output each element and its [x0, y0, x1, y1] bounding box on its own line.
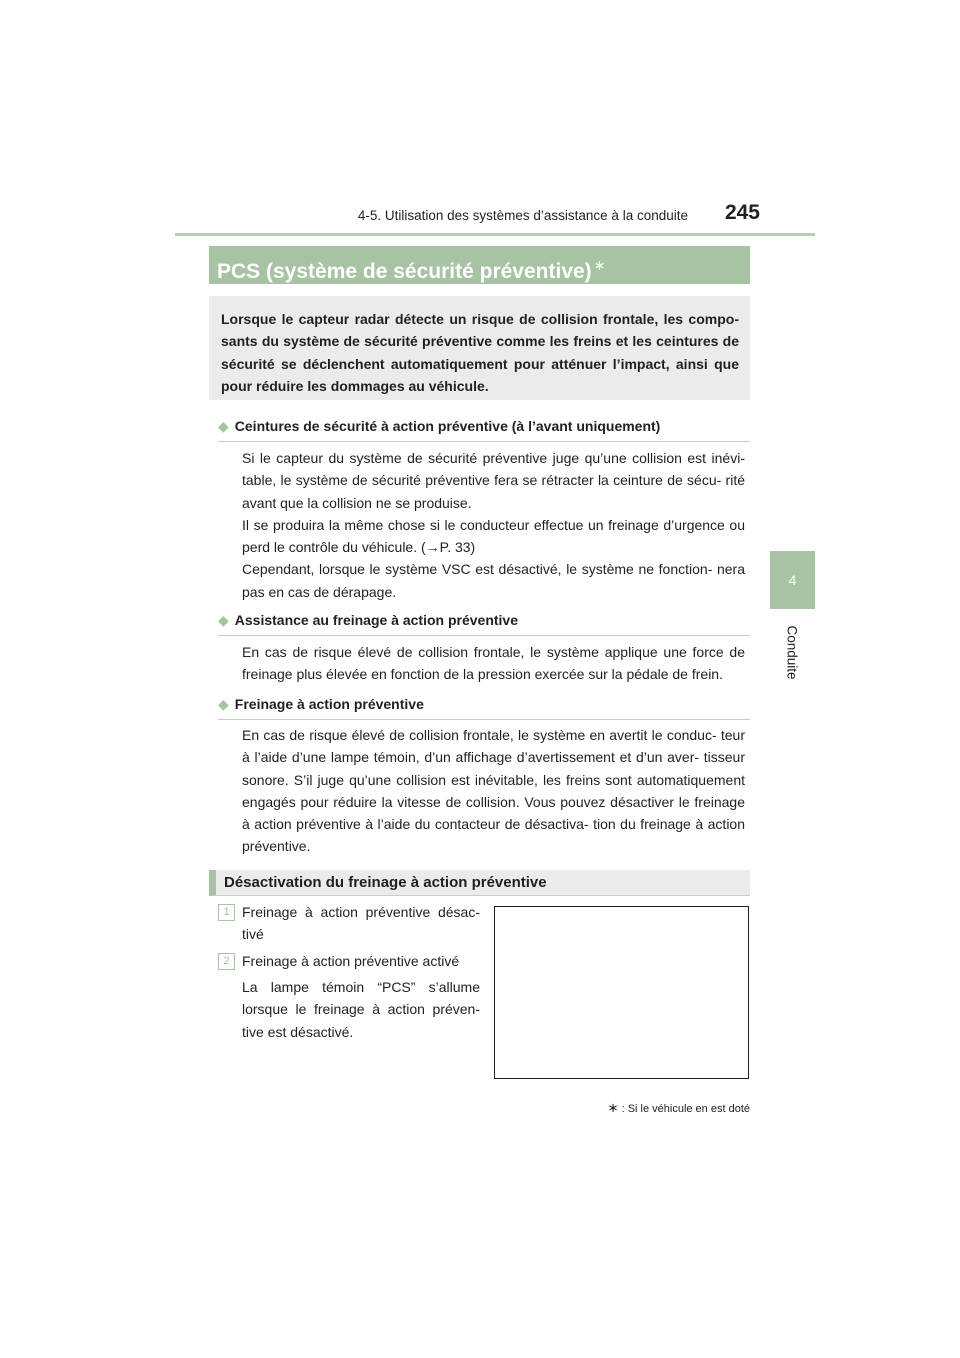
callout-text-1: Freinage à action préventive désac- tivé	[242, 904, 480, 943]
subheading-text: Ceintures de sécurité à action préventive (à l’avant uniquement)	[234, 418, 661, 434]
paragraph: En cas de risque élevé de collision frontale, le système en avertit le conduc- teur à l’aide d’une lampe témoin, d’un affichage d’avertissement et d’un aver- tisseur sonore. S’il juge qu’une collision est inévitable, les freins sont automatiquement engagés pour réduire la vitesse de collision. Vous pouvez désactiver le freinage à action préventive à l’aide du contacteur de désactiva- tion du freinage à action préventive.	[242, 727, 745, 855]
footnote-text: : Si le véhicule en est doté	[621, 1103, 750, 1115]
chapter-tab-label	[770, 612, 815, 692]
subheading-brake-assist	[218, 612, 750, 636]
subheading-pre-collision-braking	[218, 696, 750, 720]
subheading-text: Assistance au freinage à action préventive	[234, 612, 519, 628]
callout-note: La lampe témoin “PCS” s’allume lorsque le freinage à action préven- tive est désactivé.	[242, 979, 480, 1040]
diamond-icon: ◆	[218, 418, 229, 434]
paragraph: En cas de risque élevé de collision frontale, le système applique une force de freinage plus élevée en fonction de la pression exercée sur la pédale de frein.	[242, 644, 745, 683]
callout-text-2: Freinage à action préventive activé	[242, 953, 460, 969]
asterisk-icon: ∗	[593, 257, 606, 273]
subheading-seatbelts	[218, 418, 750, 442]
switch-illustration	[494, 906, 749, 1079]
page-title-text: PCS (système de sécurité préventive)	[217, 260, 592, 283]
section-heading-deactivation: Désactivation du freinage à action préventive	[209, 870, 750, 896]
diamond-icon: ◆	[218, 612, 229, 628]
page-title	[209, 246, 750, 284]
paragraph: Il se produira la même chose si le conducteur effectue un freinage d’urgence ou perd le contrôle du véhicule. (→P. 33)	[242, 516, 745, 556]
page-number: 245	[724, 201, 760, 224]
chapter-label-text: Conduite	[785, 624, 801, 680]
callout-number-1: 1	[218, 904, 235, 921]
intro-summary: Lorsque le capteur radar détecte un risque de collision frontale, les compo- sants du système de sécurité préventive comme les freins et les ceintures de sécurité se déclenchent automatiquement pour atténuer l’impact, ainsi que pour réduire les dommages au véhicule.	[209, 296, 750, 400]
footnote	[560, 1100, 750, 1116]
header-rule	[175, 233, 815, 236]
chapter-tab-number: 4	[770, 551, 815, 609]
diamond-icon: ◆	[218, 696, 229, 712]
section-seatbelts-body	[242, 447, 745, 603]
paragraph: Si le capteur du système de sécurité préventive juge qu’une collision est inévi- table, le système de sécurité préventive fera se rétracter la ceinture de sécu- rité avant que la collision ne se produise.	[242, 450, 745, 511]
section-brake-assist-body	[242, 641, 745, 686]
paragraph: Cependant, lorsque le système VSC est désactivé, le système ne fonction- nera pas en cas de dérapage.	[242, 561, 745, 600]
running-header: 4-5. Utilisation des systèmes d’assistance à la conduite	[357, 208, 688, 223]
section-pre-collision-braking-body	[242, 724, 745, 858]
asterisk-icon: ∗	[607, 1100, 619, 1115]
subheading-text: Freinage à action préventive	[234, 696, 424, 712]
callout-number-2: 2	[218, 953, 235, 970]
